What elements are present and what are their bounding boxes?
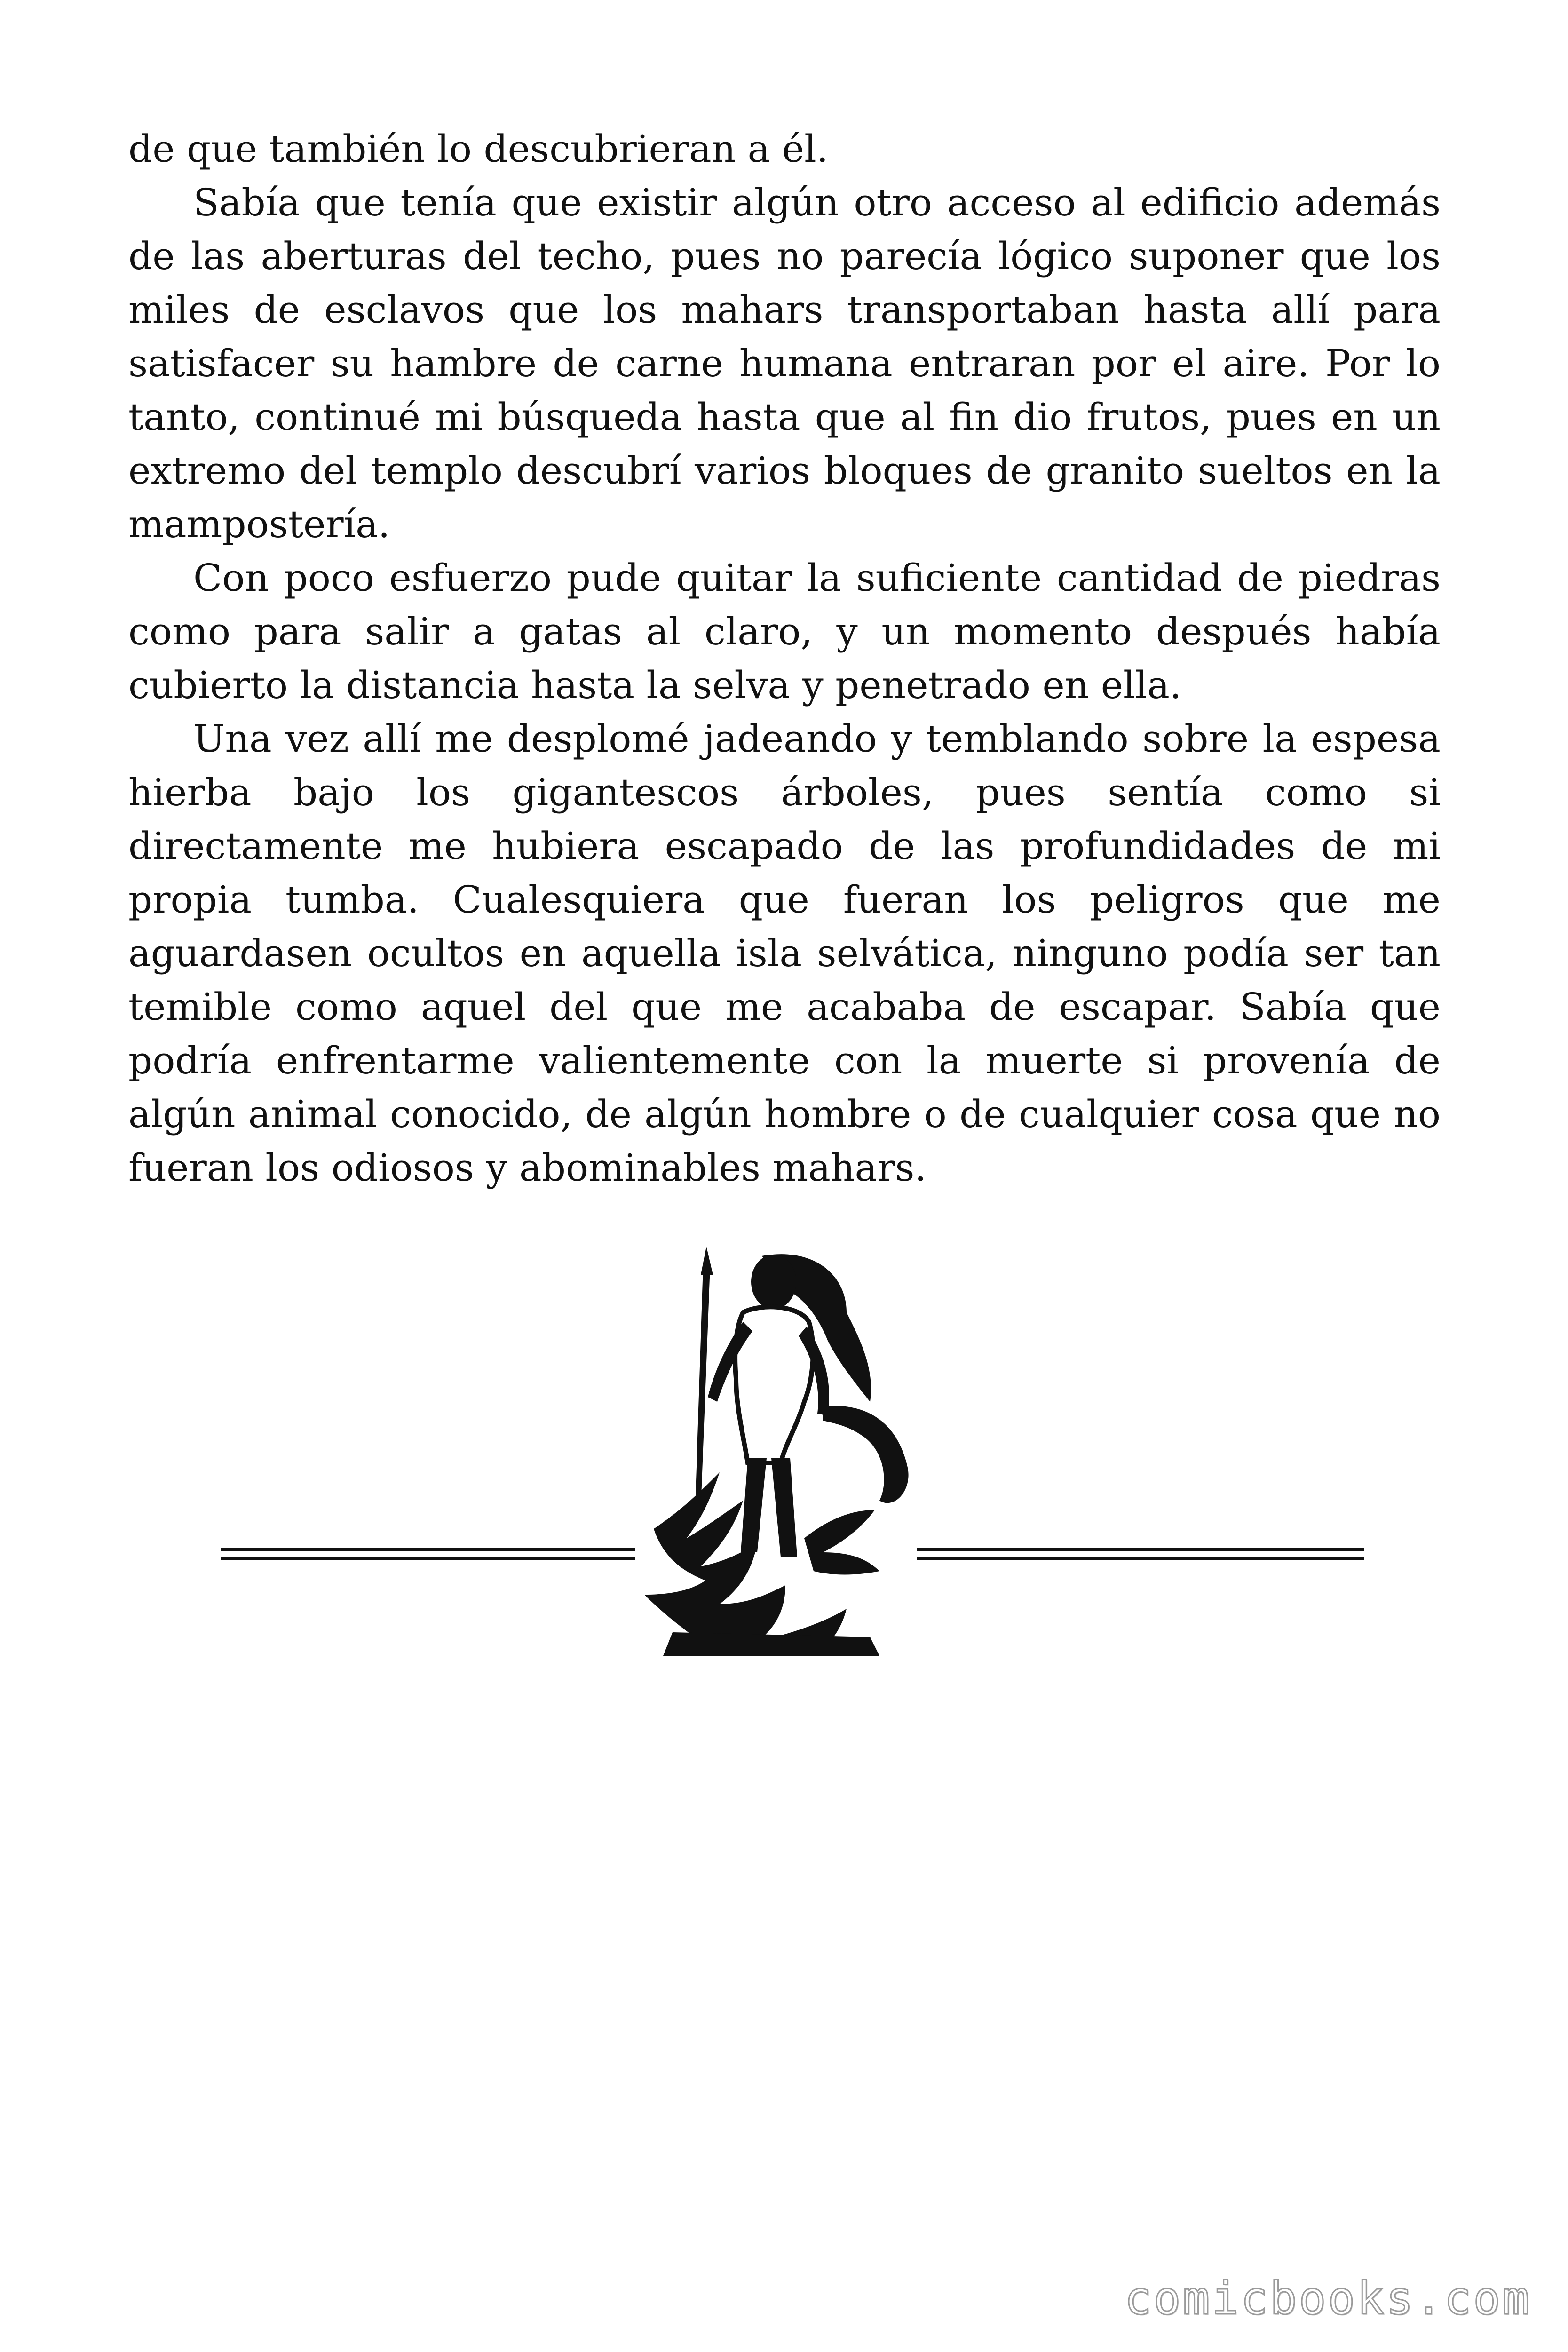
body-text	[128, 122, 1441, 1195]
paragraph: Con poco esfuerzo pude quitar la suficiente cantidad de piedras como para salir a gatas al claro, y un momento después había cubierto la distancia hasta la selva y penetrado en ella.	[128, 556, 1441, 707]
paragraph: Una vez allí me desplomé jadeando y temblando sobre la espesa hierba bajo los gigantescos árboles, pues sentía como si directamente me hubiera escapado de las profundidades de mi propia tumba. Cualesquiera que fueran los peligros que me aguardasen ocultos en aquella isla selvática, ninguno podía ser tan temible como aquel del que me acababa de escapar. Sabía que podría enfrentarme valientemente con la muerte si provenía de algún animal conocido, de algún hombre o de cualquier cosa que no fueran los odiosos y abominables mahars.	[128, 717, 1441, 1190]
chapter-end-ornament	[221, 1247, 1364, 1661]
left-double-rule	[221, 1548, 635, 1560]
right-double-rule	[917, 1548, 1364, 1560]
jungle-woman-with-spear-icon	[644, 1247, 909, 1656]
watermark: comicbooks.com	[1124, 2272, 1531, 2325]
paragraph-continuation: de que también lo descubrieran a él.	[128, 127, 829, 171]
paragraph: Sabía que tenía que existir algún otro acceso al edificio además de las aberturas del techo, pues no parecía lógico suponer que los miles de esclavos que los mahars transportaban hasta allí para satisfacer su hambre de carne humana entraran por el aire. Por lo tanto, continué mi búsqueda hasta que al fin dio frutos, pues en un extremo del templo descubrí varios bloques de granito sueltos en la mampostería.	[128, 181, 1441, 546]
